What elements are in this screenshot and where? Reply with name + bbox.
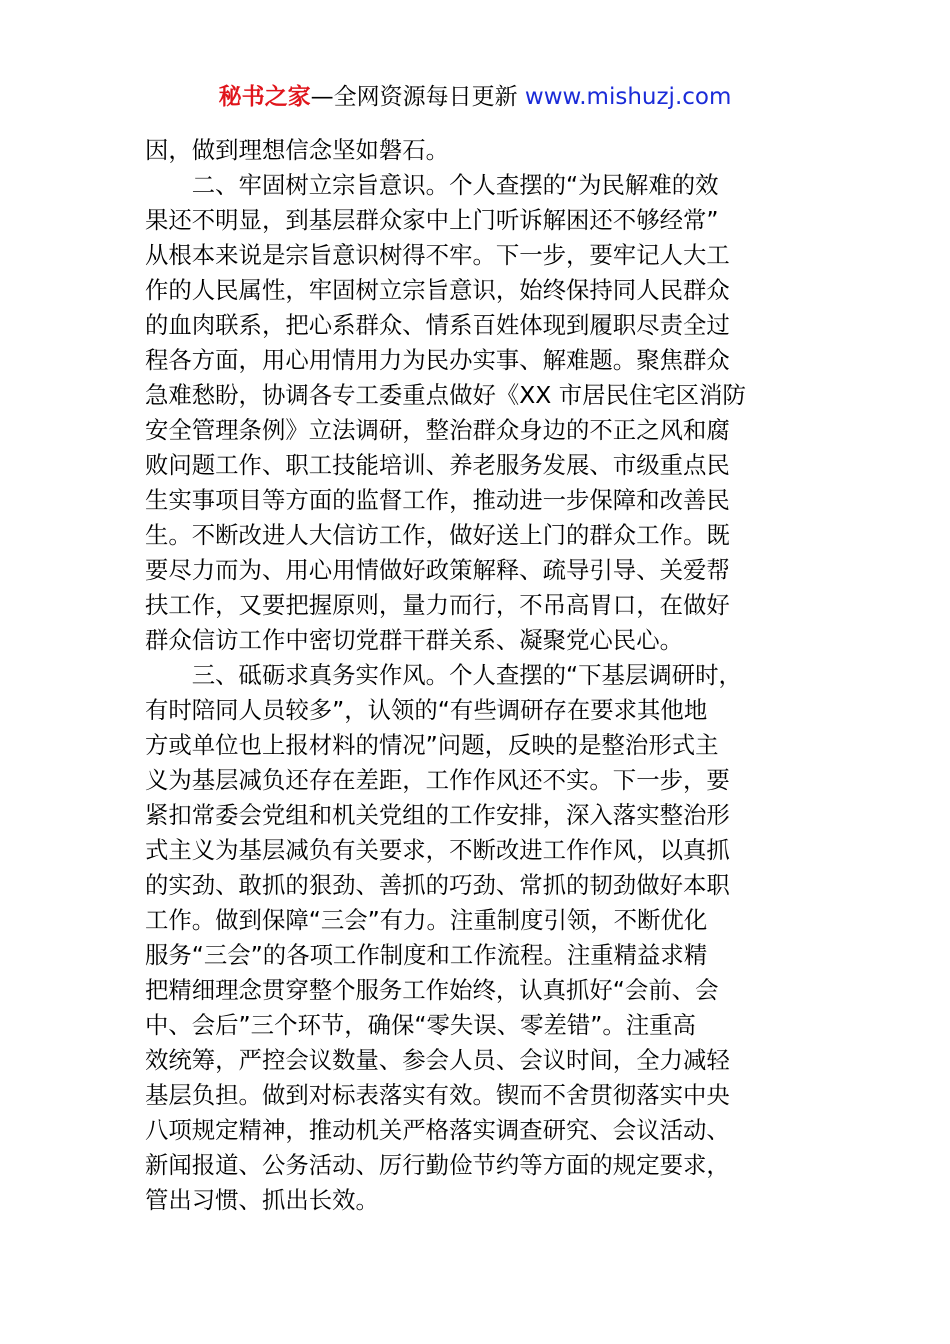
text-line: 义为基层减负还存在差距，工作作风还不实。下一步，要 (145, 766, 730, 794)
text-line: 果还不明显，到基层群众家中上门听诉解困还不够经常” (145, 206, 719, 234)
text-line: 从根本来说是宗旨意识树得不牢。下一步，要牢记人大工 (145, 241, 730, 269)
text-line: 三、砥砺求真务实作风。个人查摆的“下基层调研时， (145, 661, 742, 689)
text-line: 的血肉联系，把心系群众、情系百姓体现到履职尽责全过 (145, 311, 730, 339)
text-line: 要尽力而为、用心用情做好政策解释、疏导引导、关爱帮 (145, 556, 730, 584)
text-line: 服务“三会”的各项工作制度和工作流程。注重精益求精 (145, 941, 708, 969)
text-line: 群众信访工作中密切党群干群关系、凝聚党心民心。 (145, 626, 683, 654)
text-line: 工作。做到保障“三会”有力。注重制度引领，不断优化 (145, 906, 708, 934)
text-line: 把精细理念贯穿整个服务工作始终，认真抓好“会前、会 (145, 976, 719, 1004)
text-line: 急难愁盼，协调各专工委重点做好《XX 市居民住宅区消防 (145, 381, 746, 409)
text-line: 败问题工作、职工技能培训、养老服务发展、市级重点民 (145, 451, 730, 479)
text-line: 新闻报道、公务活动、厉行勤俭节约等方面的规定要求， (145, 1151, 730, 1179)
text-line: 式主义为基层减负有关要求，不断改进工作作风，以真抓 (145, 836, 730, 864)
text-line: 扶工作，又要把握原则，量力而行，不吊高胃口，在做好 (145, 591, 730, 619)
text-line: 效统筹，严控会议数量、参会人员、会议时间，全力减轻 (145, 1046, 730, 1074)
text-line: 生实事项目等方面的监督工作，推动进一步保障和改善民 (145, 486, 730, 514)
text-line: 管出习惯、抓出长效。 (145, 1186, 379, 1214)
site-url[interactable]: www.mishuzj.com (524, 84, 732, 110)
text-line: 因，做到理想信念坚如磐石。 (145, 136, 450, 164)
brand-name: 秘书之家 (218, 84, 311, 110)
text-line: 二、牢固树立宗旨意识。个人查摆的“为民解难的效 (145, 171, 719, 199)
page-header (0, 82, 950, 112)
text-line: 作的人民属性，牢固树立宗旨意识，始终保持同人民群众 (145, 276, 730, 304)
text-line: 基层负担。做到对标表落实有效。锲而不舍贯彻落实中央 (145, 1081, 730, 1109)
text-line: 生。不断改进人大信访工作，做好送上门的群众工作。既 (145, 521, 730, 549)
text-line: 方或单位也上报材料的情况”问题，反映的是整治形式主 (145, 731, 719, 759)
text-line: 的实劲、敢抓的狠劲、善抓的巧劲、常抓的韧劲做好本职 (145, 871, 730, 899)
document-body (145, 133, 807, 1218)
header-tagline: —全网资源每日更新 (310, 84, 525, 110)
text-line: 紧扣常委会党组和机关党组的工作安排，深入落实整治形 (145, 801, 730, 829)
text-line: 安全管理条例》立法调研，整治群众身边的不正之风和腐 (145, 416, 730, 444)
text-line: 中、会后”三个环节，确保“零失误、零差错”。注重高 (145, 1011, 696, 1039)
text-line: 八项规定精神，推动机关严格落实调查研究、会议活动、 (145, 1116, 730, 1144)
text-line: 有时陪同人员较多”，认领的“有些调研存在要求其他地 (145, 696, 708, 724)
text-line: 程各方面，用心用情用力为民办实事、解难题。聚焦群众 (145, 346, 730, 374)
